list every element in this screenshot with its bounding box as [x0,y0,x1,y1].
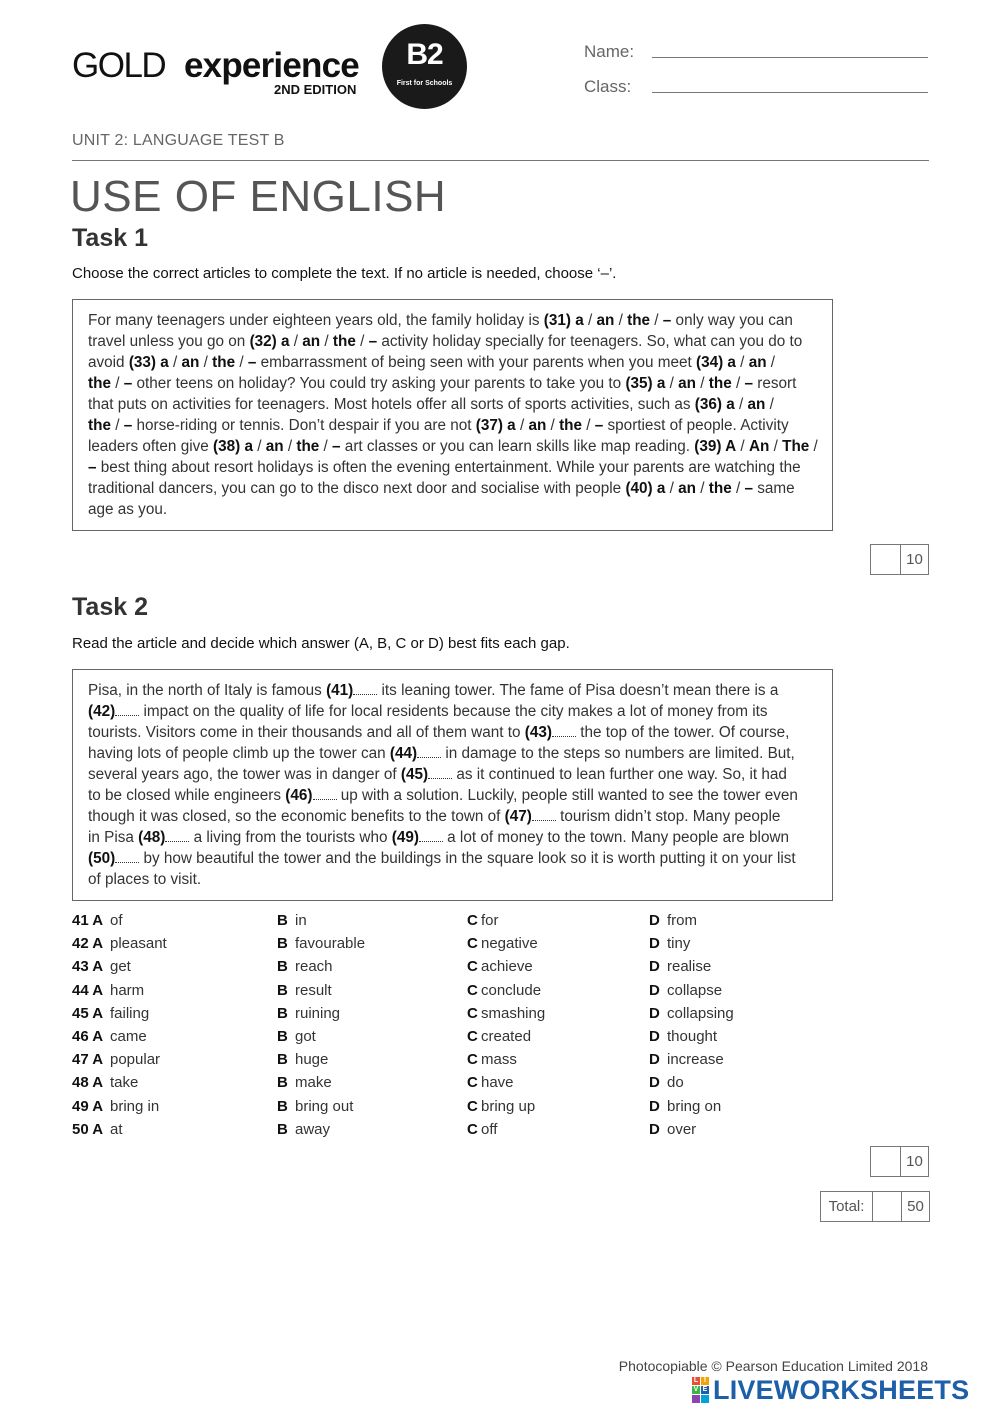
question-number: 45 A [72,1004,104,1022]
option-d[interactable]: realise [667,958,712,976]
choice-marker[interactable]: (50) [88,850,116,867]
option-c[interactable]: mass [481,1051,517,1069]
passage-text: embarrassment of being seen with your parents when you meet [256,354,696,371]
passage-text: / [650,312,663,329]
question-number: 46 A [72,1027,104,1045]
logo-tile: V [693,1386,699,1393]
passage-text: tourists. Visitors come in their thousands and all of them want to [88,724,525,741]
passage-line [88,743,818,764]
passage-line [88,331,818,352]
option-letter: D [649,1004,660,1022]
liveworksheets-text: LIVEWORKSHEETS [713,1374,970,1405]
passage-text: as it continued to lean further one way. So, it had [452,766,787,783]
option-row [72,980,832,1003]
logo-tile [692,1395,700,1403]
choice-marker[interactable]: An [748,438,770,455]
passage-line [88,499,818,520]
option-b[interactable]: make [295,1074,332,1092]
choice-marker[interactable]: (47) [504,808,532,825]
choice-marker[interactable]: (41) [326,682,354,699]
task2-max-score: 10 [900,1147,928,1176]
option-d[interactable]: thought [667,1027,718,1045]
option-letter: D [649,1120,660,1138]
total-score-box [820,1191,930,1222]
task2-title: Task 2 [72,593,148,621]
passage-text: art classes or you can learn skills like map reading. [340,438,695,455]
choice-marker[interactable]: (36) a [694,396,735,413]
liveworksheets-brand [692,1374,969,1406]
option-b[interactable]: ruining [295,1004,341,1022]
task2-text-box [72,669,833,901]
option-d[interactable]: bring on [667,1097,722,1115]
answer-gap[interactable] [115,850,139,863]
passage-text: / [731,375,745,392]
option-letter: B [277,1004,288,1022]
option-letter: D [649,958,660,976]
answer-gap[interactable] [165,829,189,842]
answer-gap[interactable] [115,703,139,716]
choice-marker[interactable]: (44) [389,745,418,762]
passage-text: of places to visit. [88,871,202,888]
option-letter: B [277,1074,288,1092]
choice-marker[interactable]: an [748,354,767,371]
option-letter: B [277,1027,288,1045]
option-b[interactable]: huge [295,1051,329,1069]
option-a[interactable]: take [110,1074,139,1092]
task1-text-box [72,299,833,531]
answer-gap[interactable] [428,766,452,779]
choice-marker[interactable]: the [88,375,111,392]
option-letter: C [467,1120,478,1138]
passage-text: / [110,375,124,392]
class-field[interactable] [652,92,928,93]
passage-text: / [809,438,818,455]
choice-marker[interactable]: (32) a [249,333,290,350]
passage-text: Pisa, in the north of Italy is famous [88,682,327,699]
answer-gap[interactable] [419,829,443,842]
option-a[interactable]: came [110,1027,147,1045]
passage-line [88,785,818,806]
name-label: Name: [584,42,635,61]
choice-marker[interactable]: (38) a [213,438,253,455]
level-badge [382,24,467,109]
passage-line [88,848,818,869]
choice-marker[interactable]: (49) [391,829,419,846]
choice-marker[interactable]: the [708,480,732,497]
unit-label: UNIT 2: LANGUAGE TEST B [72,132,285,149]
logo-tile: E [702,1386,708,1393]
choice-marker[interactable]: – [368,333,378,350]
option-a[interactable]: popular [110,1051,161,1069]
question-number: 47 A [72,1051,104,1069]
choice-marker[interactable]: the [212,354,236,371]
option-a[interactable]: get [110,958,131,976]
passage-line [88,701,818,722]
choice-marker[interactable]: – [88,459,97,476]
option-b[interactable]: favourable [295,935,366,953]
passage-text: For many teenagers under eighteen years old, the family holiday is [88,312,544,329]
option-letter: C [467,1097,478,1115]
passage-text: best thing about resort holidays is often the evening entertainment. While your parents are watching the [96,459,801,476]
option-b[interactable]: away [295,1120,331,1138]
answer-options [72,910,832,1142]
option-b[interactable]: reach [295,958,333,976]
question-number: 42 A [72,935,104,953]
option-c[interactable]: have [481,1074,514,1092]
option-letter: B [277,958,288,976]
passage-text: / [734,396,748,413]
choice-marker[interactable]: – [744,375,753,392]
choice-marker[interactable]: an [678,375,697,392]
question-number: 44 A [72,981,104,999]
option-letter: C [467,1074,478,1092]
choice-marker[interactable]: – [123,417,133,434]
option-a[interactable]: pleasant [110,935,167,953]
question-number: 48 A [72,1074,104,1092]
option-a[interactable]: failing [110,1004,150,1022]
total-label: Total: [828,1198,865,1215]
passage-line [88,764,818,785]
task1-title: Task 1 [72,224,148,252]
passage-line [88,457,818,478]
option-letter: C [467,1004,478,1022]
choice-marker[interactable]: the [332,333,356,350]
passage-line [88,722,818,743]
question-number: 41 A [72,912,104,929]
option-b[interactable]: in [295,912,307,929]
choice-marker[interactable]: the [559,417,583,434]
choice-marker[interactable]: an [747,396,766,413]
passage-text: / [583,312,597,329]
logo-experience-text: experience [184,46,359,85]
option-d[interactable]: over [667,1120,697,1138]
choice-marker[interactable]: (35) a [625,375,666,392]
option-d[interactable]: from [667,912,697,929]
copyright-footer: Photocopiable © Pearson Education Limited 2018 [618,1358,928,1374]
passage-text: leaders often give [88,438,214,455]
option-c[interactable]: smashing [481,1004,546,1022]
passage-line [88,478,818,499]
badge-subtitle: First for Schools [396,80,453,87]
task1-score-input[interactable] [871,545,900,574]
passage-text: / [696,375,709,392]
passage-text: in damage to the steps so numbers are limited. But, [441,745,795,762]
header-divider [72,160,929,161]
choice-marker[interactable]: an [678,480,697,497]
choice-marker[interactable]: – [662,312,672,329]
option-c[interactable]: negative [481,935,538,953]
passage-line [88,680,818,701]
passage-text: travel unless you go on [88,333,250,350]
option-letter: B [277,935,288,953]
passage-text: / [319,438,333,455]
passage-text: / [168,354,182,371]
passage-text: / [546,417,560,434]
passage-text: / [769,438,783,455]
option-letter: B [277,912,288,929]
choice-marker[interactable]: an [181,354,200,371]
passage-text: age as you. [88,501,168,518]
question-number: 49 A [72,1097,104,1115]
choice-marker[interactable]: an [302,333,321,350]
choice-marker[interactable]: (45) [400,766,429,783]
option-letter: B [277,1097,288,1115]
option-letter: C [467,935,478,953]
option-c[interactable]: for [481,912,499,929]
logo-tile [701,1395,709,1403]
option-row [72,1096,832,1119]
choice-marker[interactable]: (31) a [543,312,584,329]
passage-text: / [252,438,266,455]
option-c[interactable]: off [481,1120,498,1138]
choice-marker[interactable]: (34) a [695,354,736,371]
passage-text: horse-riding or tennis. Don’t despair if you are not [132,417,476,434]
choice-marker[interactable]: the [296,438,320,455]
choice-marker[interactable]: an [528,417,547,434]
option-c[interactable]: achieve [481,958,533,976]
liveworksheets-logo-icon [692,1377,709,1403]
option-letter: D [649,1027,660,1045]
task2-score-box [870,1146,929,1177]
class-label: Class: [584,77,632,96]
passage-text: that puts on activities for teenagers. Most hotels offer all sorts of sports activities, such as [88,396,695,413]
option-d[interactable]: increase [667,1051,724,1069]
passage-text: a living from the tourists who [189,829,392,846]
choice-marker[interactable]: the [708,375,732,392]
option-c[interactable]: created [481,1027,532,1045]
badge-level: B2 [406,38,443,71]
option-c[interactable]: conclude [481,981,542,999]
total-score-input[interactable] [872,1192,901,1221]
task2-score-input[interactable] [871,1147,900,1176]
option-d[interactable]: do [667,1074,684,1092]
passage-text: traditional dancers, you can go to the disco next door and socialise with people [88,480,626,497]
choice-marker[interactable]: – [247,354,257,371]
question-number: 50 A [72,1120,104,1138]
choice-marker[interactable]: – [594,417,604,434]
passage-text: its leaning tower. The fame of Pisa doesn’t mean there is a [377,682,779,699]
passage-text: / [582,417,595,434]
passage-line [88,394,818,415]
passage-text: / [283,438,297,455]
passage-line [88,827,818,848]
passage-text: a lot of money to the town. Many people are blown [442,829,790,846]
logo-tile: L [693,1377,699,1384]
passage-text: though it was closed, so the economic benefits to the town of [88,808,505,825]
option-letter: B [277,1120,288,1138]
passage-text: / [515,417,529,434]
option-row [72,1049,832,1072]
logo-edition-text: 2ND EDITION [274,82,357,97]
option-letter: D [649,1097,660,1115]
answer-gap[interactable] [532,808,556,821]
option-row [72,956,832,979]
choice-marker[interactable]: (37) a [475,417,516,434]
option-b[interactable]: result [295,981,332,999]
option-a[interactable]: at [110,1120,123,1138]
option-letter: B [277,981,288,999]
answer-gap[interactable] [353,682,377,695]
option-letter: D [649,912,660,929]
total-max-score: 50 [901,1192,929,1221]
passage-text: resort [753,375,797,392]
choice-marker[interactable]: the [88,417,111,434]
option-letter: D [649,1074,660,1092]
passage-line [88,373,818,394]
option-a[interactable]: of [110,912,123,929]
passage-text: / [235,354,248,371]
passage-text: same [752,480,795,497]
option-letter: C [467,1027,478,1045]
passage-text: / [765,396,774,413]
choice-marker[interactable]: an [265,438,284,455]
passage-line [88,415,818,436]
passage-text: / [199,354,213,371]
option-b[interactable]: got [295,1027,316,1045]
option-letter: D [649,1051,660,1069]
passage-text: having lots of people climb up the tower can [88,745,390,762]
passage-text: tourism didn’t stop. Many people [555,808,781,825]
passage-line [88,310,818,331]
logo-gold-text: GOLD [72,46,166,85]
option-d[interactable]: collapsing [667,1004,734,1022]
task1-score-box [870,544,929,575]
passage-text: / [696,480,709,497]
passage-text: by how beautiful the tower and the buildings in the square look so it is worth putting it on your list [139,850,796,867]
option-letter: D [649,935,660,953]
answer-gap[interactable] [552,724,576,737]
passage-line [88,436,818,457]
option-row [72,1119,832,1142]
answer-gap[interactable] [417,745,441,758]
passage-text: / [614,312,628,329]
option-c[interactable]: bring up [481,1097,536,1115]
option-a[interactable]: bring in [110,1097,160,1115]
option-b[interactable]: bring out [295,1097,354,1115]
passage-text: avoid [88,354,129,371]
passage-text: impact on the quality of life for local residents because the city makes a lot of money from its [139,703,768,720]
passage-line [88,869,818,890]
option-letter: C [467,912,478,929]
choice-marker[interactable]: (43) [524,724,552,741]
passage-text: other teens on holiday? You could try asking your parents to take you to [132,375,626,392]
option-row [72,1072,832,1095]
passage-text: / [766,354,776,371]
choice-marker[interactable]: – [332,438,341,455]
passage-text: activity holiday specially for teenagers. So, what can you do to [377,333,803,350]
choice-marker[interactable]: (46) [285,787,313,804]
page-title: USE OF ENGLISH [70,172,447,221]
option-row [72,1003,832,1026]
option-row [72,1026,832,1049]
passage-text: sportiest of people. Activity [603,417,789,434]
choice-marker[interactable]: (42) [88,703,116,720]
option-d[interactable]: collapse [667,981,723,999]
choice-marker[interactable]: (48) [138,829,166,846]
answer-gap[interactable] [313,787,337,800]
task1-max-score: 10 [900,545,928,574]
passage-text: the top of the tower. Of course, [575,724,790,741]
passage-text: several years ago, the tower was in danger of [88,766,401,783]
choice-marker[interactable]: (39) A [694,438,737,455]
option-row [72,933,832,956]
choice-marker[interactable]: the [627,312,651,329]
option-a[interactable]: harm [110,981,145,999]
task2-instruction: Read the article and decide which answer (A, B, C or D) best fits each gap. [72,635,570,652]
choice-marker[interactable]: – [744,480,753,497]
passage-text: / [665,480,679,497]
option-letter: C [467,958,478,976]
option-letter: D [649,981,660,999]
passage-text: only way you can [671,312,793,329]
option-letter: C [467,981,478,999]
choice-marker[interactable]: – [123,375,133,392]
passage-text: / [320,333,333,350]
passage-text: / [736,438,749,455]
passage-line [88,352,818,373]
passage-text: in Pisa [88,829,139,846]
question-number: 43 A [72,958,104,976]
passage-text: up with a solution. Luckily, people still wanted to see the tower even [336,787,798,804]
choice-marker[interactable]: (33) a [128,354,169,371]
option-letter: C [467,1051,478,1069]
passage-text: / [665,375,679,392]
option-d[interactable]: tiny [667,935,691,953]
passage-text: / [735,354,749,371]
choice-marker[interactable]: The [782,438,810,455]
option-row [72,910,832,933]
task1-instruction: Choose the correct articles to complete the text. If no article is needed, choose ‘–’. [72,265,617,282]
passage-text: to be closed while engineers [88,787,286,804]
choice-marker[interactable]: (40) a [625,480,666,497]
passage-text: / [355,333,369,350]
passage-text: / [731,480,745,497]
option-letter: B [277,1051,288,1069]
passage-text: / [110,417,124,434]
logo-tile: I [701,1377,709,1385]
passage-line [88,806,818,827]
passage-text: / [289,333,303,350]
choice-marker[interactable]: an [596,312,615,329]
name-field[interactable] [652,57,928,58]
